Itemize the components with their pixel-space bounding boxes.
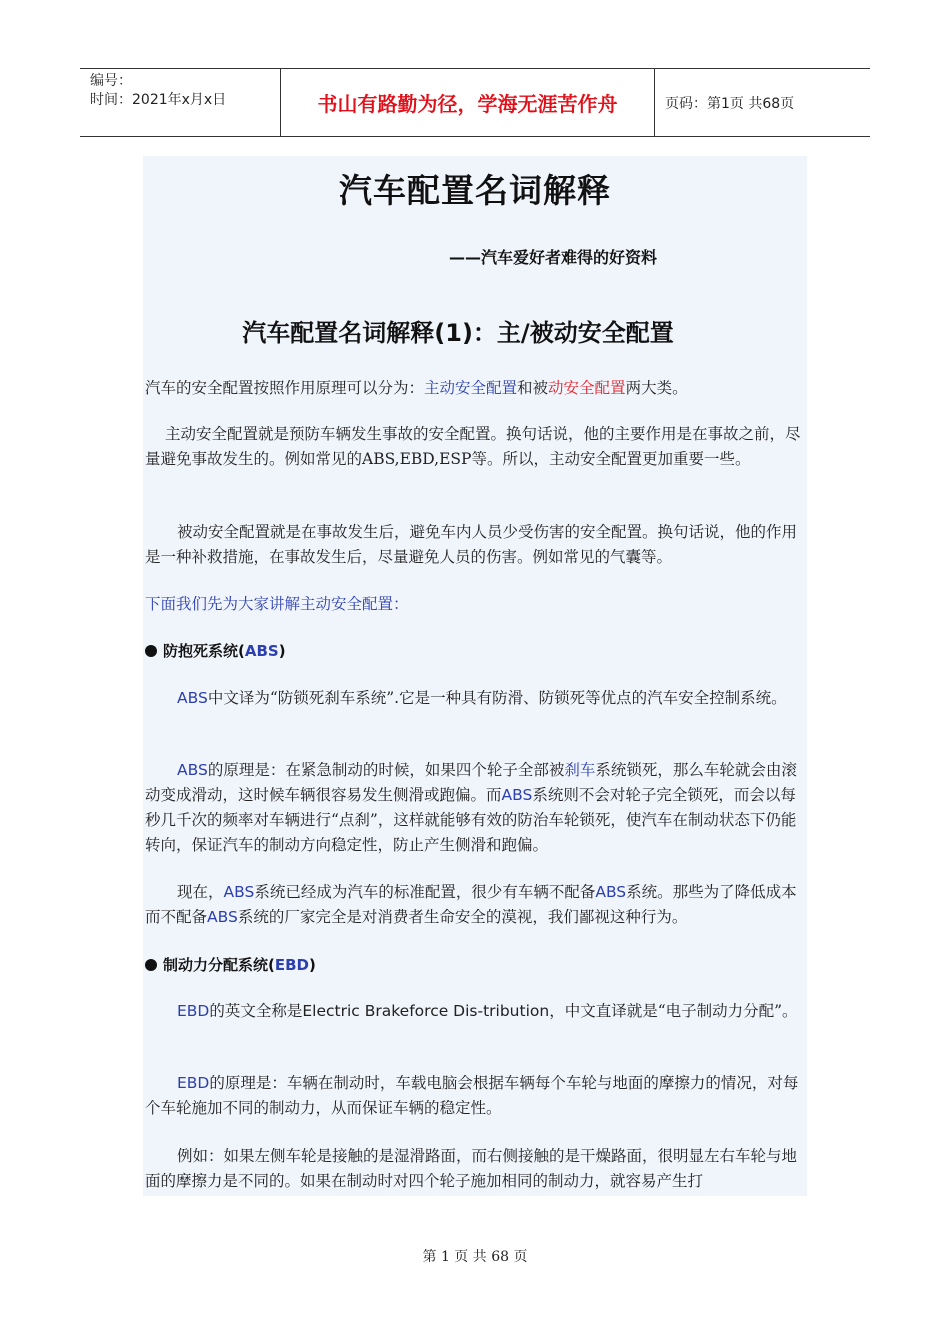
abs-term: ABS — [595, 883, 627, 901]
ebd-term: EBD — [177, 1002, 210, 1020]
header-table — [80, 68, 870, 137]
page-footer: 第 1 页 共 68 页 — [422, 1249, 528, 1265]
passive-safety-paragraph: 被动安全配置就是在事故发生后，避免车内人员少受伤害的安全配置。换句话说，他的作用是一种补救措施，在事故发生后，尽量避免人员的伤害。例如常见的气囊等。 — [145, 523, 798, 566]
lead-paragraph: 下面我们先为大家讲解主动安全配置： — [145, 595, 409, 613]
bullet-icon — [145, 959, 157, 971]
abs-p1-text: 中文译为“防锁死刹车系统”.它是一种具有防滑、防锁死等优点的汽车安全控制系统。 — [207, 689, 787, 707]
abs-term: ABS — [501, 786, 533, 804]
abs-heading-text: 防抱死系统( — [163, 642, 245, 660]
motto: 书山有路勤为径，学海无涯苦作舟 — [281, 69, 655, 136]
link-passive-safety[interactable]: 动安全配置 — [548, 379, 626, 397]
ebd-term: EBD — [177, 1074, 210, 1092]
abs-term: ABS — [177, 689, 208, 707]
abs-paragraph-1 — [145, 686, 807, 711]
section-title: 汽车配置名词解释(1)：主/被动安全配置 — [242, 319, 674, 347]
abs-term: ABS — [177, 761, 208, 779]
abs-paragraph-2 — [145, 758, 807, 858]
abs-heading-close: ) — [278, 642, 286, 660]
page-info: 页码：第1页 共68页 — [665, 95, 795, 112]
header-meta-cell — [80, 69, 281, 136]
intro-text-mid: 和被 — [517, 379, 549, 397]
ebd-fullname: Electric Brakeforce Dis-tribution — [302, 1002, 550, 1020]
link-brake[interactable]: 刹车 — [564, 761, 596, 779]
doc-subtitle: ——汽车爱好者难得的好资料 — [449, 248, 658, 267]
abs-p2-text-e: 系统则不会对轮子完全锁死，而会以每秒几千次的频率对车辆进行“点刹”，这样就能够有效的防治车轮锁死，使汽车在制动状态下仍能转向，保证汽车的制动方向稳定性，防止产生侧滑和跑偏。 — [145, 786, 797, 854]
ebd-paragraph-2 — [145, 1071, 807, 1121]
intro-paragraph — [145, 376, 807, 401]
bullet-icon — [145, 645, 157, 657]
ebd-p2-text: 的原理是：车辆在制动时，车载电脑会根据车辆每个车轮与地面的摩擦力的情况，对每个车轮施加不同的制动力，从而保证车辆的稳定性。 — [145, 1074, 799, 1117]
abs-p3-text-g: 系统的厂家完全是对消费者生命安全的漠视，我们鄙视这种行为。 — [237, 908, 688, 926]
ebd-paragraph-3: 例如：如果左侧车轮是接触的是湿滑路面，而右侧接触的是干燥路面，很明显左右车轮与地面的摩擦力是不同的。如果在制动时对四个轮子施加相同的制动力，就容易产生打 — [145, 1147, 798, 1190]
intro-text-end: 两大类。 — [625, 379, 688, 397]
abs-p3-text-c: 系统已经成为汽车的标准配置，很少有车辆不配备 — [254, 883, 596, 901]
number-label: 编号： — [90, 73, 132, 89]
intro-text: 汽车的安全配置按照作用原理可以分为： — [145, 379, 425, 397]
ebd-p1-text-b: 的英文全称是 — [209, 1002, 303, 1020]
link-active-safety[interactable]: 主动安全配置 — [424, 379, 518, 397]
abs-p2-text-a: 的原理是：在紧急制动的时候，如果四个轮子全部被 — [207, 761, 565, 779]
abs-heading — [145, 640, 286, 661]
content-panel — [143, 156, 807, 1196]
abs-paragraph-3 — [145, 880, 807, 930]
ebd-p1-text-d: ，中文直译就是“电子制动力分配”。 — [549, 1002, 798, 1020]
abs-p3-text-e: 系统。那些为了降低成本而不配备 — [145, 883, 797, 926]
date-label: 时间：2021年x月x日 — [90, 92, 227, 108]
abs-heading-abbr: ABS — [244, 642, 279, 660]
ebd-heading — [145, 954, 316, 975]
ebd-heading-abbr: EBD — [274, 956, 309, 974]
abs-term: ABS — [223, 883, 255, 901]
abs-p3-text-a: 现在， — [177, 883, 224, 901]
doc-title: 汽车配置名词解释 — [339, 171, 611, 210]
ebd-paragraph-1 — [145, 999, 807, 1024]
ebd-heading-close: ) — [309, 956, 316, 974]
abs-p2-text-c: 系统锁死，那么车轮就会由滚动变成滑动，这时候车辆很容易发生侧滑或跑偏。而 — [145, 761, 797, 804]
active-safety-paragraph: 主动安全配置就是预防车辆发生事故的安全配置。换句话说，他的主要作用是在事故之前，尽量避免事故发生的。例如常见的ABS,EBD,ESP等。所以，主动安全配置更加重要一些。 — [145, 425, 801, 468]
abs-term: ABS — [207, 908, 238, 926]
ebd-heading-text: 制动力分配系统( — [163, 956, 275, 974]
